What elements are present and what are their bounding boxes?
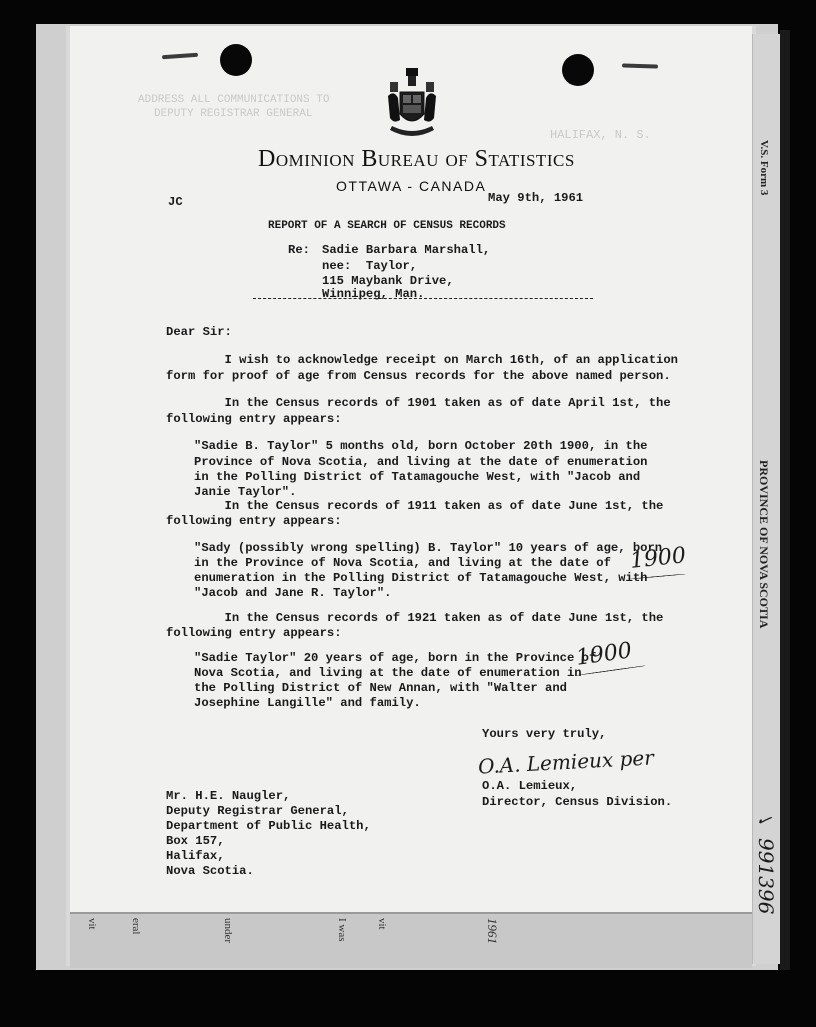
recipient-line: Deputy Registrar General, (166, 804, 349, 818)
bottom-form-word: vit (86, 918, 98, 930)
recipient-line: Mr. H.E. Naugler, (166, 789, 291, 803)
backing-form-bottom (70, 912, 752, 968)
organization-location: OTTAWA - CANADA (336, 178, 487, 194)
census-entry-line: in the Polling District of Tatamagouche West, with "Jacob and (194, 470, 641, 484)
paragraph-line: In the Census records of 1901 taken as of date April 1st, the (166, 396, 671, 410)
census-entry-line: "Sadie Taylor" 20 years of age, born in the Province of (194, 651, 597, 665)
census-entry-line: Province of Nova Scotia, and living at the date of enumeration (194, 455, 648, 469)
census-entry-line: the Polling District of New Annan, with "Walter and (194, 681, 567, 695)
re-line: Winnipeg, Man. (322, 287, 425, 301)
paragraph-line: form for proof of age from Census records for the above named person. (166, 369, 671, 383)
signature: O.A. Lemieux per (477, 745, 655, 779)
faint-form-text: DEPUTY REGISTRAR GENERAL (154, 108, 313, 120)
census-entry-line: in the Province of Nova Scotia, and living at the date of (194, 556, 611, 570)
report-title: REPORT OF A SEARCH OF CENSUS RECORDS (268, 220, 506, 232)
coat-of-arms-icon (386, 68, 438, 142)
re-line: 115 Maybank Drive, (322, 274, 454, 288)
province-label: PROVINCE OF NOVA SCOTIA (757, 460, 771, 629)
punch-hole (562, 54, 594, 86)
paragraph-line: following entry appears: (166, 514, 342, 528)
handwritten-year-1921: 1900 (574, 638, 634, 671)
punch-hole (220, 44, 252, 76)
organization-name: Dominion Bureau of Statistics (258, 146, 575, 172)
census-entry-line: "Jacob and Jane R. Taylor". (194, 586, 392, 600)
page-shadow (780, 30, 790, 970)
letter-date: May 9th, 1961 (488, 191, 584, 205)
bottom-form-word: I was (336, 918, 348, 942)
recipient-line: Halifax, (166, 849, 225, 863)
recipient-line: Box 157, (166, 834, 225, 848)
census-entry-line: "Sadie B. Taylor" 5 months old, born October 20th 1900, in the (194, 439, 648, 453)
bottom-form-word: eral (130, 918, 142, 935)
bottom-form-word: vit (376, 918, 388, 930)
census-entry-line: Janie Taylor". (194, 485, 297, 499)
recipient-line: Nova Scotia. (166, 864, 254, 878)
census-entry-line: Nova Scotia, and living at the date of enumeration in (194, 666, 582, 680)
paragraph-line: In the Census records of 1921 taken as of date June 1st, the (166, 611, 664, 625)
handwritten-year-1911: 1900 (628, 543, 688, 574)
re-underline (253, 298, 593, 300)
paragraph-line: I wish to acknowledge receipt on March 16th, of an application (166, 353, 678, 367)
re-line: nee: Taylor, (322, 259, 418, 273)
census-entry-line: "Sady (possibly wrong spelling) B. Taylor" 10 years of age, born (194, 541, 663, 555)
faint-form-text: ADDRESS ALL COMMUNICATIONS TO (138, 94, 330, 106)
reference-initials: JC (168, 195, 183, 209)
re-label: Re: (288, 243, 310, 257)
handwritten-file-number: 991396 (754, 838, 778, 915)
form-label: V.S. Form 3 (758, 140, 770, 196)
signatory-name: O.A. Lemieux, (482, 779, 578, 793)
re-line: Sadie Barbara Marshall, (322, 243, 491, 257)
salutation: Dear Sir: (166, 325, 232, 339)
signatory-title: Director, Census Division. (482, 795, 673, 809)
bottom-form-year: 1961 (485, 918, 500, 944)
paragraph-line: In the Census records of 1911 taken as of date June 1st, the (166, 499, 664, 513)
recipient-line: Department of Public Health, (166, 819, 371, 833)
check-mark: ✓ (752, 808, 775, 833)
census-entry-line: Josephine Langille" and family. (194, 696, 421, 710)
bottom-form-word: under (222, 918, 234, 944)
census-entry-line: enumeration in the Polling District of Tatamagouche West, with (194, 571, 648, 585)
paragraph-line: following entry appears: (166, 412, 342, 426)
closing: Yours very truly, (482, 727, 607, 741)
faint-form-text: HALIFAX, N. S. (550, 128, 651, 142)
paragraph-line: following entry appears: (166, 626, 342, 640)
